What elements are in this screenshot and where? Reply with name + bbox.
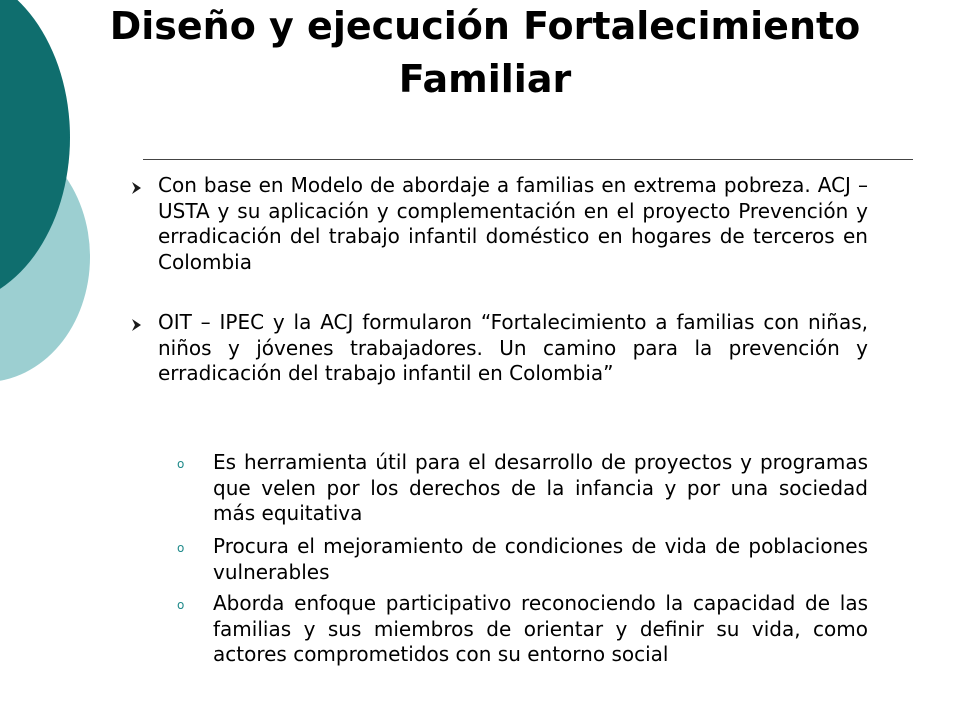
- bullet-item: Con base en Modelo de abordaje a familias en extrema pobreza. ACJ – USTA y su aplicación y complementación en el proyecto Prevención y erradicación del trabajo infantil doméstico en hogares de terceros en Colombia: [158, 173, 868, 274]
- bullet-item: OIT – IPEC y la ACJ formularon “Fortalecimiento a familias con niñas, niños y jóvenes trabajadores. Un camino para la prevención y erradicación del trabajo infantil en Colombia”: [158, 310, 868, 385]
- sub-bullet-item: Procura el mejoramiento de condiciones de vida de poblaciones vulnerables: [213, 534, 868, 584]
- sub-bullet-item: Es herramienta útil para el desarrollo de proyectos y programas que velen por los derechos de la infancia y por una sociedad más equitativa: [213, 450, 868, 525]
- circle-bullet-icon: o: [177, 598, 185, 612]
- slide-title: Diseño y ejecución Fortalecimiento Familiar: [109, 4, 861, 101]
- sub-bullet-item: Aborda enfoque participativo reconociendo la capacidad de las familias y sus miembros de orientar y definir su vida, como actores comprometidos con su entorno social: [213, 591, 868, 666]
- circle-bullet-icon: o: [177, 457, 185, 471]
- arrow-bullet-icon: [131, 318, 143, 332]
- arrow-bullet-icon: [131, 181, 143, 195]
- circle-bullet-icon: o: [177, 541, 185, 555]
